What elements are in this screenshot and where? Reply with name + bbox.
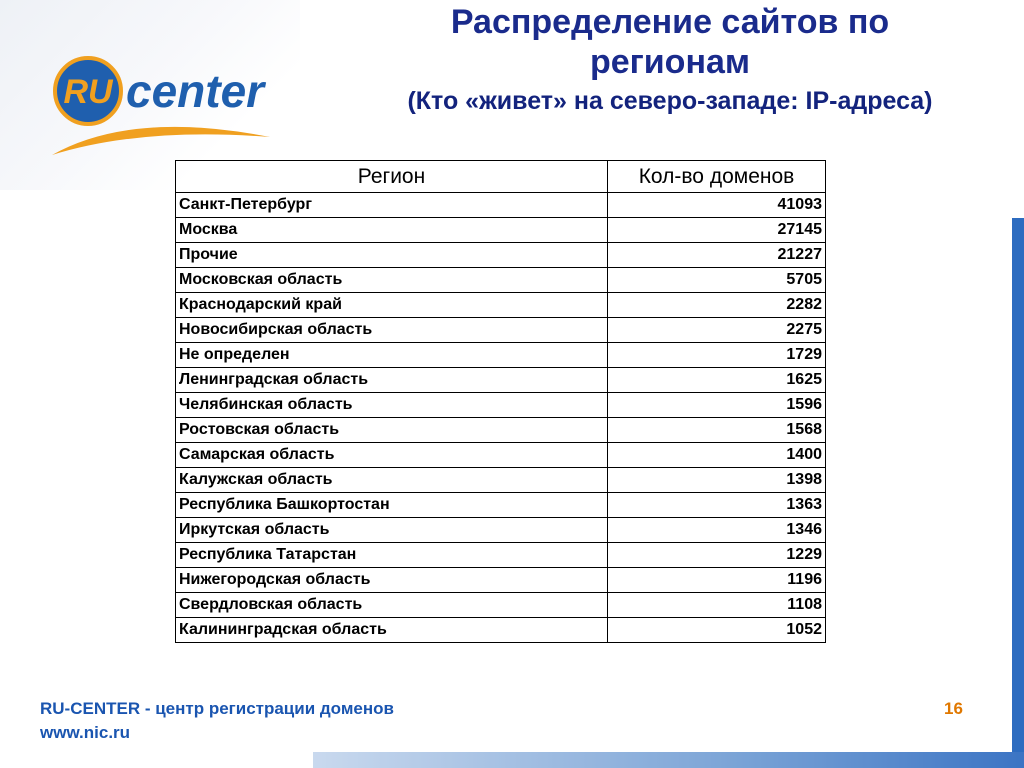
table-row (176, 518, 826, 543)
table-row (176, 543, 826, 568)
table-row (176, 193, 826, 218)
domains-count-cell: 1052 (608, 618, 826, 643)
column-header-domains: Кол-во доменов (608, 161, 826, 193)
region-cell: Калужская область (176, 468, 608, 493)
table-row (176, 218, 826, 243)
footer-organization: RU-CENTER - центр регистрации доменов (40, 699, 394, 718)
ru-center-logo (52, 55, 272, 165)
region-cell: Прочие (176, 243, 608, 268)
table-row (176, 293, 826, 318)
column-header-region: Регион (176, 161, 608, 193)
domains-count-cell: 1108 (608, 593, 826, 618)
region-cell: Иркутская область (176, 518, 608, 543)
table-row (176, 568, 826, 593)
region-cell: Ростовская область (176, 418, 608, 443)
domains-count-cell: 5705 (608, 268, 826, 293)
table-row (176, 393, 826, 418)
domains-count-cell: 1229 (608, 543, 826, 568)
domains-count-cell: 1596 (608, 393, 826, 418)
region-cell: Нижегородская область (176, 568, 608, 593)
footer-url: www.nic.ru (40, 723, 131, 742)
domains-count-cell: 1196 (608, 568, 826, 593)
logo-ru-text: RU (63, 73, 113, 111)
domains-count-cell: 1398 (608, 468, 826, 493)
region-cell: Ленинградская область (176, 368, 608, 393)
table-row (176, 593, 826, 618)
region-cell: Не определен (176, 343, 608, 368)
table-row (176, 368, 826, 393)
region-cell: Калининградская область (176, 618, 608, 643)
page-number: 16 (944, 699, 963, 718)
domains-count-cell: 1363 (608, 493, 826, 518)
table-row (176, 243, 826, 268)
domains-count-cell: 27145 (608, 218, 826, 243)
region-cell: Московская область (176, 268, 608, 293)
region-cell: Краснодарский край (176, 293, 608, 318)
domains-count-cell: 2282 (608, 293, 826, 318)
table-row (176, 318, 826, 343)
domains-count-cell: 1729 (608, 343, 826, 368)
logo-center-text: center (126, 65, 265, 117)
table-row (176, 493, 826, 518)
region-cell: Республика Татарстан (176, 543, 608, 568)
domains-count-cell: 1625 (608, 368, 826, 393)
domains-count-cell: 21227 (608, 243, 826, 268)
table-header-row (176, 161, 826, 193)
table-row (176, 443, 826, 468)
region-cell: Москва (176, 218, 608, 243)
region-cell: Новосибирская область (176, 318, 608, 343)
page-subtitle: (Кто «живет» на северо-западе: IP-адреса) (407, 87, 933, 115)
region-cell: Санкт-Петербург (176, 193, 608, 218)
header (330, 0, 1010, 116)
table-row (176, 418, 826, 443)
page-title-line1: Распределение сайтов по (450, 3, 890, 41)
table-row (176, 618, 826, 643)
region-cell: Самарская область (176, 443, 608, 468)
right-accent-bar (1012, 218, 1024, 768)
domains-count-cell: 41093 (608, 193, 826, 218)
table-row (176, 468, 826, 493)
region-cell: Республика Башкортостан (176, 493, 608, 518)
regions-table (175, 160, 826, 643)
table-row (176, 343, 826, 368)
page-title-line2: регионам (589, 43, 751, 81)
domains-count-cell: 2275 (608, 318, 826, 343)
bottom-accent-bar (313, 752, 1024, 768)
domains-count-cell: 1346 (608, 518, 826, 543)
domains-count-cell: 1568 (608, 418, 826, 443)
region-cell: Свердловская область (176, 593, 608, 618)
domains-count-cell: 1400 (608, 443, 826, 468)
region-cell: Челябинская область (176, 393, 608, 418)
table-row (176, 268, 826, 293)
